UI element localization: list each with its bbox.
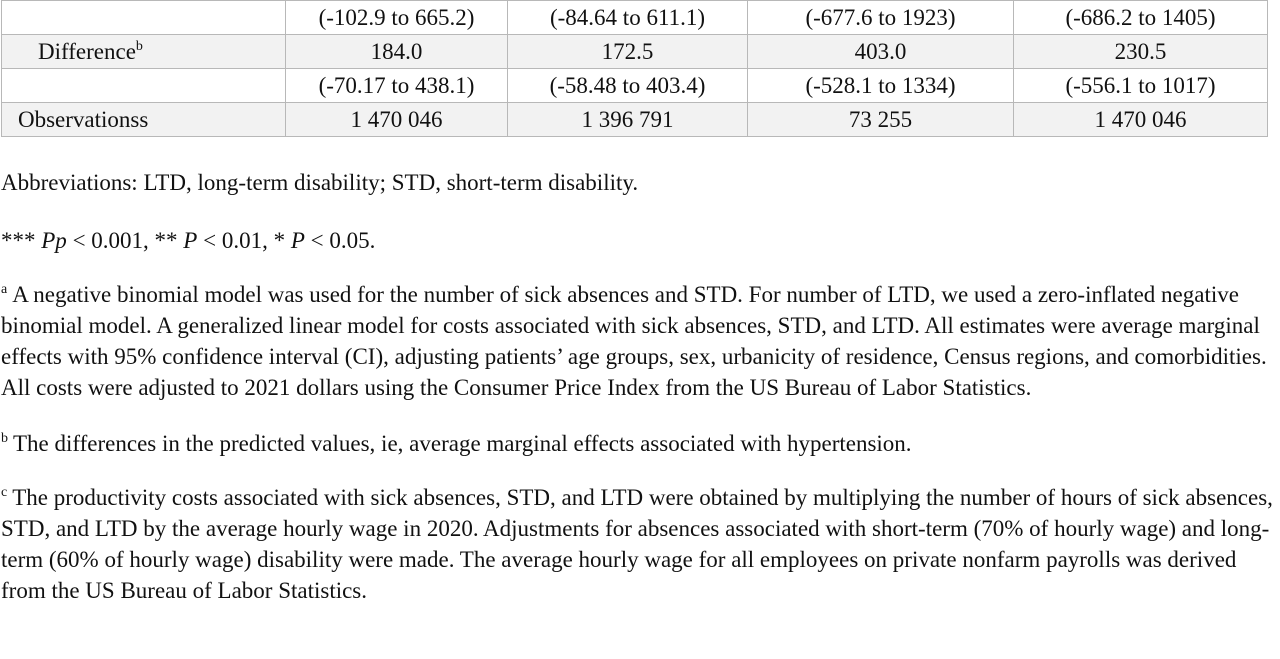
footnote-c [1, 482, 1280, 606]
table-cell: 184.0 [286, 35, 508, 69]
table-cell: (-556.1 to 1017) [1014, 69, 1268, 103]
table-cell: (-58.48 to 403.4) [508, 69, 748, 103]
table-cell: (-84.64 to 611.1) [508, 1, 748, 35]
table-notes [1, 167, 1280, 606]
table-cell: 1 470 046 [286, 103, 508, 137]
table-row [2, 35, 1268, 69]
row-label [2, 35, 286, 69]
table-row [2, 103, 1268, 137]
table-cell: (-677.6 to 1923) [748, 1, 1014, 35]
row-label-text: Observationss [18, 107, 149, 132]
table-cell: 1 470 046 [1014, 103, 1268, 137]
row-label-text: Difference [38, 39, 136, 64]
footnote-marker: c [1, 485, 8, 500]
table-cell: (-528.1 to 1334) [748, 69, 1014, 103]
table-row [2, 1, 1268, 35]
table-row [2, 69, 1268, 103]
row-label [2, 1, 286, 35]
footnote-marker: b [135, 39, 143, 54]
significance-note: *** Pp < 0.001, ** P < 0.01, * P < 0.05. [1, 228, 376, 253]
table-cell: 230.5 [1014, 35, 1268, 69]
footnote-a [1, 279, 1280, 403]
table-cell: 172.5 [508, 35, 748, 69]
footnote-marker: b [1, 431, 8, 446]
footnote-text: The differences in the predicted values, ie, average marginal effects associated with hypertension. [13, 431, 912, 456]
row-label [2, 103, 286, 137]
footnote-text: The productivity costs associated with sick absences, STD, and LTD were obtained by multiplying the number of hours of sick absences, STD, and LTD by the average hourly wage in 2020. Adjustments for absences associated with short-term (70% of hourly wage) and long-term (60% of hourly wage) disability were made. The average hourly wage for all employees on private nonfarm payrolls was derived from the US Bureau of Labor Statistics. [1, 485, 1273, 603]
abbreviations-note: Abbreviations: LTD, long-term disability; STD, short-term disability. [1, 170, 639, 195]
footnote-marker: a [1, 282, 8, 297]
results-table [1, 0, 1268, 137]
table-cell: (-102.9 to 665.2) [286, 1, 508, 35]
table-cell: 403.0 [748, 35, 1014, 69]
table-cell: (-686.2 to 1405) [1014, 1, 1268, 35]
table-cell: 73 255 [748, 103, 1014, 137]
row-label [2, 69, 286, 103]
footnote-b [1, 428, 1280, 459]
footnote-text: A negative binomial model was used for the number of sick absences and STD. For number of LTD, we used a zero-inflated negative binomial model. A generalized linear model for costs associated with sick absences, STD, and LTD. All estimates were average marginal effects with 95% confidence interval (CI), adjusting patients’ age groups, sex, urbanicity of residence, Census regions, and comorbidities. All costs were adjusted to 2021 dollars using the Consumer Price Index from the US Bureau of Labor Statistics. [1, 282, 1267, 400]
table-cell: (-70.17 to 438.1) [286, 69, 508, 103]
table-cell: 1 396 791 [508, 103, 748, 137]
